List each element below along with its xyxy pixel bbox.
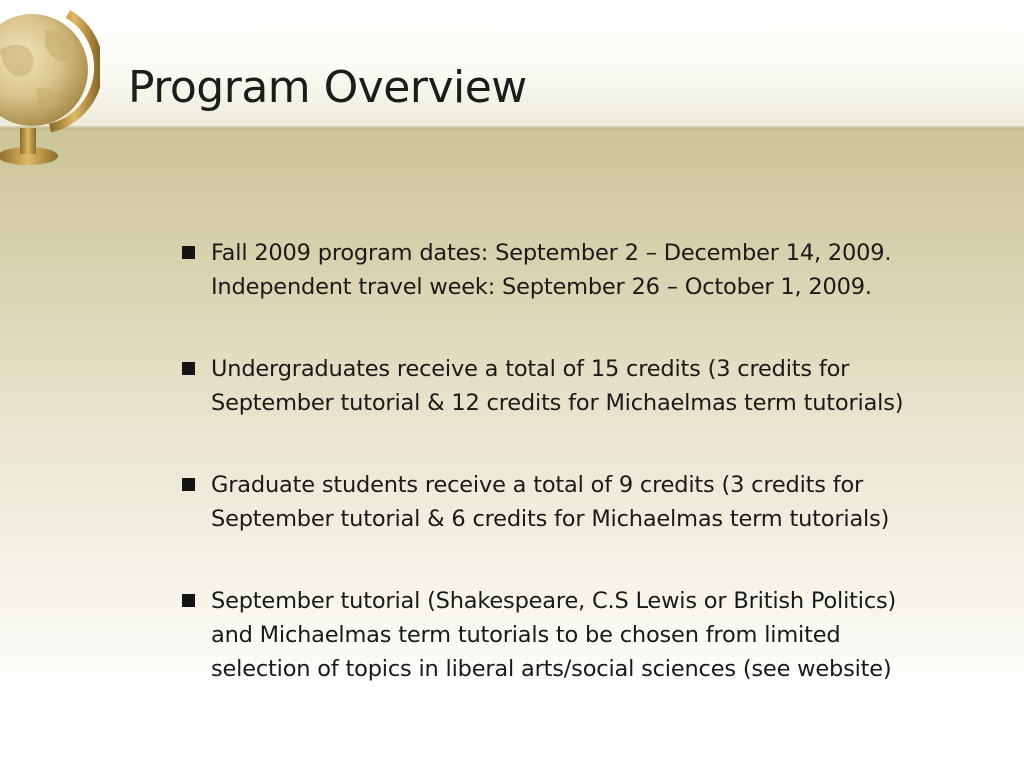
title-divider: [0, 126, 1024, 130]
bullet-item-tutorials: [180, 584, 980, 686]
bullet-line: selection of topics in liberal arts/social sciences (see website): [211, 656, 892, 682]
square-bullet-icon: [182, 478, 195, 491]
slide-title: Program Overview: [128, 62, 527, 113]
bullet-line: Independent travel week: September 26 – October 1, 2009.: [211, 274, 872, 300]
bullet-line: September tutorial (Shakespeare, C.S Lewis or British Politics): [211, 588, 897, 614]
bullet-line: Graduate students receive a total of 9 credits (3 credits for: [211, 472, 864, 498]
square-bullet-icon: [182, 246, 195, 259]
square-bullet-icon: [182, 594, 195, 607]
square-bullet-icon: [182, 362, 195, 375]
bullet-line: September tutorial & 12 credits for Michaelmas term tutorials): [211, 390, 904, 416]
bullet-line: Undergraduates receive a total of 15 credits (3 credits for: [211, 356, 850, 382]
bullet-line: Fall 2009 program dates: September 2 – December 14, 2009.: [211, 240, 892, 266]
bullet-item-graduate-credits: [180, 468, 980, 536]
bullet-item-undergraduate-credits: [180, 352, 980, 420]
globe-icon: [0, 0, 100, 170]
bullet-list: [180, 236, 980, 734]
bullet-item-program-dates: [180, 236, 980, 304]
bullet-line: September tutorial & 6 credits for Michaelmas term tutorials): [211, 506, 890, 532]
bullet-line: and Michaelmas term tutorials to be chosen from limited: [211, 622, 841, 648]
